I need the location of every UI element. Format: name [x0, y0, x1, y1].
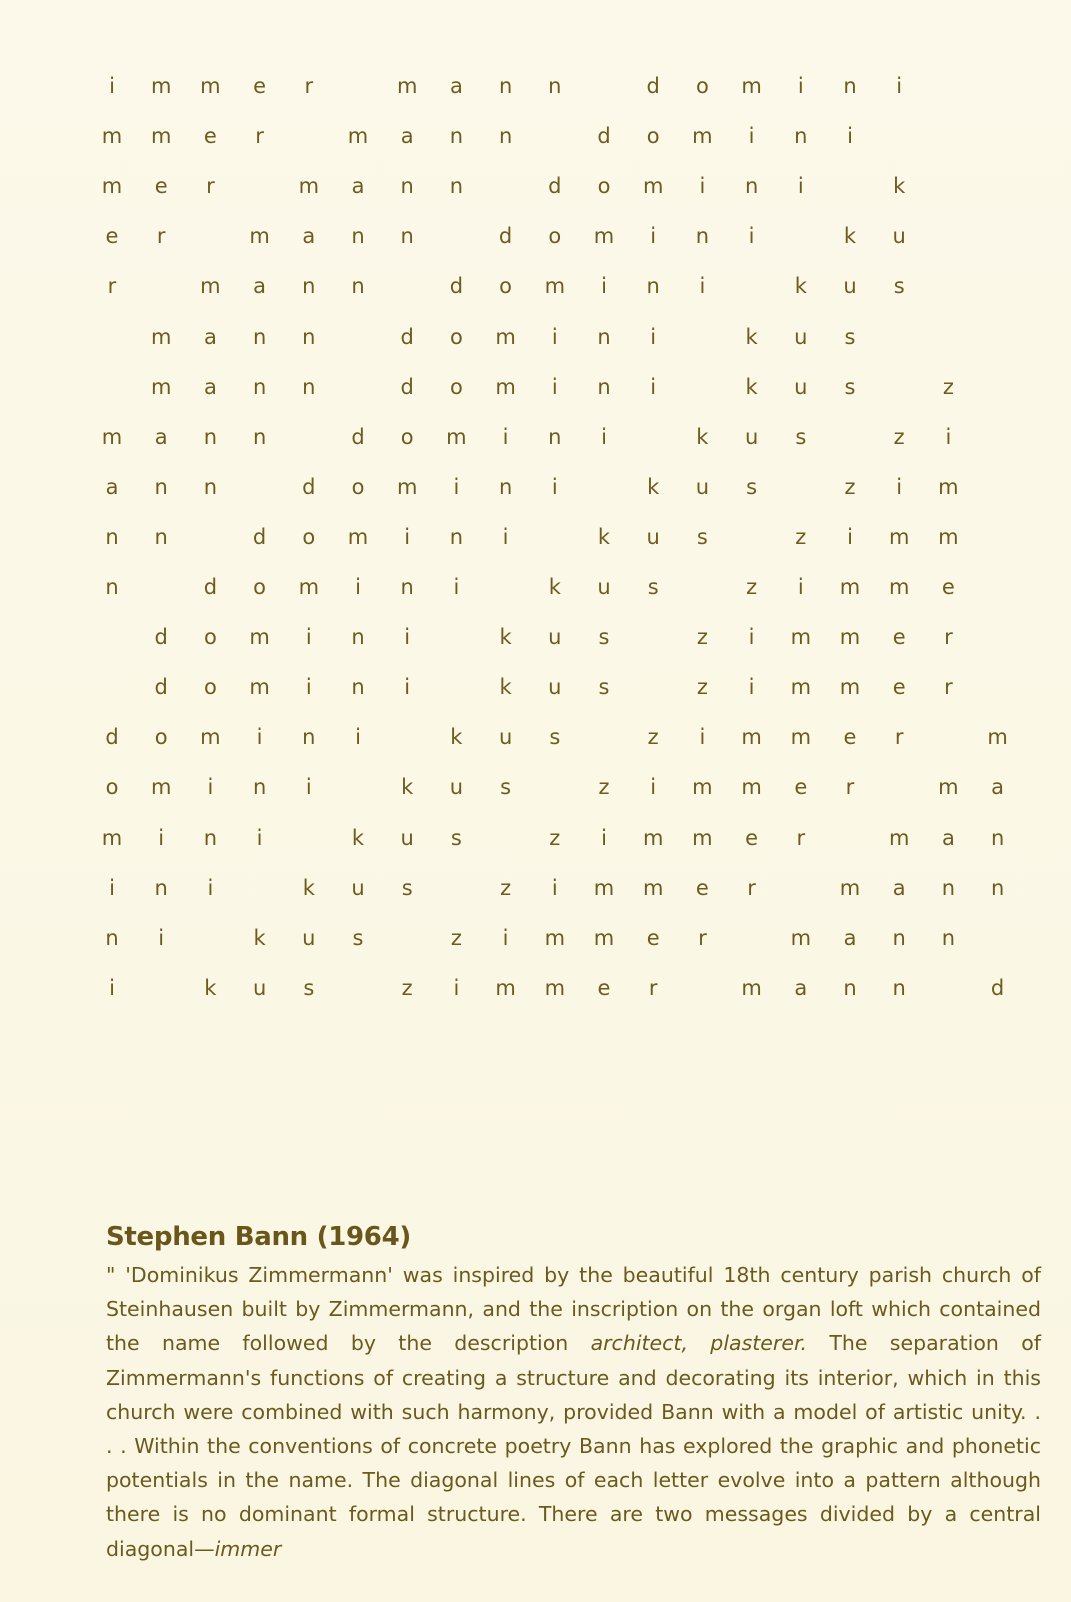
poem-letter: n	[597, 374, 611, 399]
poem-letter: d	[990, 975, 1005, 1000]
poem-letter: m	[249, 625, 270, 650]
poem-letter: k	[450, 725, 463, 750]
poem-letter: a	[253, 274, 267, 299]
poem-letter: i	[699, 174, 706, 199]
poem-letter: i	[109, 74, 115, 98]
poem-letter: r	[944, 625, 953, 650]
poem-letter: k	[204, 975, 217, 1000]
poem-letter: d	[302, 474, 316, 499]
poem-letter: o	[449, 324, 463, 349]
poem-letter: m	[544, 925, 566, 950]
poem-letter: n	[154, 875, 168, 900]
poem-letter: o	[253, 575, 267, 599]
poem-letter: i	[601, 274, 607, 299]
poem-letter: s	[401, 875, 413, 900]
poem-letter: i	[256, 825, 263, 850]
poem-letter: a	[302, 224, 316, 249]
poem-letter: i	[404, 675, 411, 700]
poem-letter: i	[207, 775, 214, 800]
commentary-paragraph-part-1: " 'Dominikus Zimmermann' was inspired by the beautiful 18th century parish church of Steinhausen built by Zimmermann, and the inscription on the organ loft which contained the name followed by the description	[106, 1263, 1041, 1356]
poem-letter: i	[650, 374, 657, 399]
poem-letter: s	[598, 625, 610, 650]
poem-letter: m	[790, 625, 812, 650]
poem-letter: z	[844, 474, 856, 499]
poem-letter: n	[105, 575, 119, 599]
poem-letter: m	[446, 424, 467, 449]
poem-letter: n	[892, 975, 906, 1000]
poem-letter: m	[396, 474, 418, 499]
poem-letter: a	[105, 474, 119, 499]
poem-letter: m	[298, 575, 320, 599]
poem-letter: s	[696, 524, 708, 549]
poem-letter: r	[156, 224, 166, 249]
poem-letter: u	[597, 575, 611, 599]
poem-letter: d	[646, 74, 660, 98]
poem-letter: o	[203, 625, 217, 650]
poem-letter: k	[745, 374, 758, 399]
poem-letter: m	[298, 174, 320, 199]
poem-letter: k	[843, 224, 857, 249]
poem-letter: n	[941, 925, 956, 950]
poem-letter: z	[795, 524, 807, 549]
poem-letter: m	[200, 274, 221, 299]
poem-letter: d	[154, 625, 168, 650]
poem-letter: n	[105, 925, 119, 950]
poem-letter: n	[252, 775, 267, 800]
poem-letter: n	[351, 675, 365, 700]
poem-letter: d	[597, 124, 611, 149]
poem-letter: d	[400, 374, 414, 399]
poem-letter: k	[499, 625, 512, 650]
poem-letter: i	[699, 725, 706, 750]
poem-letter: z	[942, 374, 954, 399]
poem-letter: e	[154, 174, 168, 199]
poem-letter: d	[498, 224, 513, 249]
poem-letter: u	[548, 625, 562, 650]
poem-letter: i	[453, 975, 460, 1000]
commentary-section	[106, 1222, 1041, 1566]
poem-letter: m	[741, 975, 762, 1000]
poem-letter: a	[991, 775, 1005, 800]
poem-letter: a	[843, 925, 857, 950]
poem-letter: z	[696, 675, 708, 700]
poem-letter: m	[249, 675, 270, 700]
poem-letter: m	[495, 975, 516, 1000]
poem-letter: m	[396, 74, 418, 98]
poem-letter: n	[302, 274, 316, 299]
poem-letter: z	[500, 875, 512, 900]
poem-letter: o	[695, 74, 709, 98]
poem-letter: s	[844, 324, 856, 349]
poem-letter: e	[794, 775, 808, 800]
poem-letter: u	[892, 224, 906, 249]
poem-letter: a	[203, 374, 217, 399]
poem-letter: a	[941, 825, 955, 850]
poem-letter: i	[502, 925, 509, 950]
poem-letter: n	[302, 725, 316, 750]
poem-letter: k	[548, 575, 561, 599]
poem-letter: n	[400, 224, 414, 249]
poem-letter: e	[892, 675, 906, 700]
poem-letter: k	[893, 174, 906, 199]
poem-letter: i	[355, 575, 361, 599]
poem-letter: i	[797, 74, 804, 98]
poem-letter: z	[450, 925, 462, 950]
poem-letter: m	[790, 725, 812, 750]
poem-letter: n	[597, 324, 611, 349]
poem-letter: i	[158, 925, 165, 950]
poem-letter: a	[794, 975, 808, 1000]
poem-letter: k	[253, 925, 266, 950]
commentary-paragraph-part-2: The separation of Zimmermann's functions of creating a structure and decorating its interior, which in this church were combined with such harmony, provided Bann with a model of artistic unity. . . . Within the conventions of concrete poetry Bann has explored the graphic and phonetic potentials in the name. The diagonal lines of each letter evolve into a pattern although there is no dominant formal structure. There are two messages divided by a central diagonal—	[106, 1331, 1041, 1561]
poem-letter: r	[944, 675, 953, 700]
poem-letter: z	[647, 725, 659, 750]
poem-letter: s	[647, 575, 659, 599]
poem-letter: k	[499, 675, 512, 700]
poem-letter: n	[843, 975, 857, 1000]
poem-letter: i	[502, 424, 509, 449]
poem-letter: n	[892, 925, 906, 950]
poem-letter: n	[203, 424, 218, 449]
poem-letter: z	[746, 575, 758, 599]
poem-letter: n	[744, 174, 759, 199]
poem-letter: k	[794, 274, 807, 299]
poem-letter: i	[945, 424, 952, 449]
commentary-italic-immer: immer	[214, 1536, 282, 1561]
poem-letter: n	[498, 74, 513, 98]
poem-letter: i	[601, 825, 607, 850]
poem-letter: z	[893, 424, 905, 449]
poem-letter: e	[941, 575, 955, 599]
poem-letter: n	[105, 524, 119, 549]
poem-letter: k	[401, 775, 414, 800]
poem-letter: u	[498, 725, 513, 750]
poem-letter: m	[101, 124, 123, 149]
poem-letter: a	[351, 174, 365, 199]
poem-letter: m	[741, 725, 762, 750]
poem-letter: s	[598, 675, 610, 700]
poem-letter: u	[794, 374, 808, 399]
poem-letter: i	[748, 224, 755, 249]
poem-letter: m	[347, 524, 369, 549]
poem-letter: z	[549, 825, 561, 850]
poem-letter: o	[646, 124, 660, 149]
poem-letter: i	[305, 675, 312, 700]
poem-letter: n	[154, 524, 168, 549]
commentary-body	[106, 1258, 1041, 1566]
poem-letter: m	[200, 725, 221, 750]
poem-letter: m	[839, 675, 861, 700]
poem-letter: r	[845, 775, 855, 800]
poem-letter: r	[796, 825, 806, 850]
poem-letter: i	[797, 174, 804, 199]
poem-letter: o	[499, 274, 513, 299]
poem-letter: n	[400, 174, 414, 199]
poem-letter: a	[892, 875, 906, 900]
poem-letter: o	[449, 374, 463, 399]
poem-letter: u	[744, 424, 759, 449]
poem-letter: o	[597, 174, 611, 199]
poem-letter: n	[941, 875, 956, 900]
poem-letter: m	[150, 74, 172, 98]
poem-letter: i	[797, 575, 804, 599]
poem-letter: i	[256, 725, 263, 750]
commentary-italic-architect-plasterer: architect, plasterer.	[590, 1331, 808, 1356]
poem-letter: r	[206, 174, 215, 199]
poem-letter: m	[741, 74, 762, 98]
poem-letter: s	[500, 775, 512, 800]
poem-letter: s	[795, 424, 807, 449]
poem-letter: n	[449, 174, 464, 199]
poem-letter: s	[303, 975, 315, 1000]
poem-letter: n	[449, 524, 464, 549]
poem-letter: m	[839, 875, 861, 900]
poem-letter: n	[843, 74, 857, 98]
poem-letter: r	[894, 725, 904, 750]
poem-letter: m	[544, 274, 566, 299]
poem-letter: n	[203, 474, 218, 499]
poem-letter: n	[154, 474, 168, 499]
poem-letter: i	[207, 875, 214, 900]
poem-letter: i	[748, 675, 755, 700]
poem-letter: m	[150, 324, 172, 349]
poem-letter: m	[642, 825, 664, 850]
poem-letter: r	[648, 975, 658, 1000]
poem-letter: i	[158, 825, 165, 850]
poem-letter: m	[888, 524, 910, 549]
poem-letter: i	[699, 274, 706, 299]
poem-letter: i	[551, 374, 558, 399]
poem-letter: m	[692, 775, 713, 800]
poem-letter: i	[109, 875, 115, 900]
poem-letter: n	[302, 324, 316, 349]
poem-letter: m	[347, 124, 369, 149]
poem-letter: m	[938, 775, 959, 800]
poem-letter: e	[646, 925, 660, 950]
poem-letter: s	[893, 274, 905, 299]
poem-letter: i	[305, 775, 312, 800]
poem-letter: s	[352, 925, 364, 950]
poem-letter: m	[150, 124, 172, 149]
poem-letter: i	[650, 224, 657, 249]
poem-letter: i	[355, 725, 361, 750]
poem-letter: z	[696, 625, 708, 650]
poem-letter: o	[548, 224, 562, 249]
poem-letter: n	[252, 324, 267, 349]
poem-letter: r	[107, 274, 117, 299]
poem-letter: i	[748, 124, 755, 149]
poem-letter: i	[453, 474, 460, 499]
poem-letter: m	[593, 875, 615, 900]
poem-letter: r	[255, 124, 264, 149]
poem-letter: i	[404, 524, 411, 549]
poem-letter: i	[896, 474, 903, 499]
poem-letter: s	[450, 825, 462, 850]
poem-letter: e	[843, 725, 857, 750]
poem-letter: m	[839, 575, 861, 599]
poem-letter: u	[695, 474, 710, 499]
poem-letter: n	[351, 224, 365, 249]
poem-letter: d	[252, 524, 267, 549]
poem-letter: o	[400, 424, 414, 449]
poem-letter: u	[302, 925, 316, 950]
poem-letter: d	[105, 725, 119, 750]
poem-letter: n	[449, 124, 464, 149]
poem-letter: i	[847, 124, 853, 149]
poem-letter: m	[642, 875, 664, 900]
poem-letter: m	[593, 224, 615, 249]
poem-letter: i	[601, 424, 607, 449]
poem-letter: k	[696, 424, 709, 449]
poem-letter: i	[109, 975, 115, 1000]
poem-letter: i	[404, 625, 411, 650]
poem-letter: e	[695, 875, 709, 900]
poem-letter: k	[745, 324, 758, 349]
poem-letter: k	[302, 875, 315, 900]
poem-letter: e	[745, 825, 759, 850]
poem-letter: z	[598, 775, 610, 800]
poem-letter: m	[741, 775, 762, 800]
poem-letter: u	[400, 825, 414, 850]
poem-letter: m	[101, 424, 123, 449]
commentary-heading: Stephen Bann (1964)	[106, 1222, 411, 1252]
poem-letter: n	[351, 625, 365, 650]
poem-letter: u	[646, 524, 660, 549]
poem-letter: n	[302, 374, 316, 399]
poem-letter: n	[646, 274, 660, 299]
poem-letter: a	[400, 124, 414, 149]
poem-letter: e	[597, 975, 611, 1000]
poem-letter: u	[794, 324, 808, 349]
poem-letter: m	[987, 725, 1008, 750]
poem-letter: i	[896, 74, 903, 98]
poem-letter: i	[453, 575, 460, 599]
poem-letter: i	[551, 875, 558, 900]
poem-letter: n	[400, 575, 414, 599]
poem-letter: i	[650, 775, 657, 800]
poem-letter: n	[695, 224, 710, 249]
poem-letter: m	[790, 925, 812, 950]
poem-letter: u	[449, 775, 464, 800]
poem-letter: o	[351, 474, 365, 499]
poem-letter: k	[647, 474, 660, 499]
poem-letter: m	[150, 775, 172, 800]
poem-letter: k	[597, 524, 611, 549]
poem-letter: i	[502, 524, 509, 549]
poem-letter: e	[105, 224, 119, 249]
poem-letter: i	[305, 625, 312, 650]
poem-letter: m	[101, 174, 123, 199]
poem-letter: o	[302, 524, 316, 549]
poem-letter: m	[642, 174, 664, 199]
poem-letter: e	[203, 124, 217, 149]
poem-letter: n	[548, 74, 562, 98]
poem-letter: i	[847, 524, 853, 549]
poem-letter: n	[498, 474, 513, 499]
poem-letter: u	[843, 274, 857, 299]
poem-letter: o	[105, 775, 119, 800]
poem-letter: r	[698, 925, 707, 950]
poem-letter: r	[304, 74, 314, 98]
poem-letter: d	[154, 675, 168, 700]
poem-letter: o	[154, 725, 168, 750]
poem-letter: d	[351, 424, 365, 449]
poem-letter: m	[593, 925, 615, 950]
poem-letter: m	[495, 374, 516, 399]
poem-letter: i	[551, 474, 558, 499]
poem-letter: m	[692, 124, 713, 149]
poem-letter: i	[650, 324, 657, 349]
poem-letter: n	[252, 374, 267, 399]
poem-letter: m	[839, 625, 861, 650]
poem-letter: a	[154, 424, 168, 449]
poem-letter: z	[401, 975, 413, 1000]
poem-letter: n	[794, 124, 808, 149]
poem-letter: s	[844, 374, 856, 399]
poem-letter: n	[548, 424, 562, 449]
poem-letter: i	[551, 324, 558, 349]
poem-letter: d	[203, 575, 218, 599]
poem-letter: o	[203, 675, 217, 700]
poem-letter: n	[990, 825, 1005, 850]
poem-letter: d	[400, 324, 414, 349]
poem-letter: n	[498, 124, 513, 149]
poem-letter: m	[101, 825, 123, 850]
poem-letter: m	[249, 224, 270, 249]
poem-letter: d	[449, 274, 464, 299]
poem-letter: k	[351, 825, 365, 850]
poem-letter: m	[495, 324, 516, 349]
poem-letter: u	[351, 875, 365, 900]
poem-letter: a	[203, 324, 217, 349]
poem-letter: s	[549, 725, 561, 750]
poem-letter: n	[990, 875, 1005, 900]
poem-letter: m	[200, 74, 221, 98]
poem-letter: r	[747, 875, 756, 900]
poem-letter: m	[938, 474, 959, 499]
poem-letter: i	[748, 625, 755, 650]
poem-letter: m	[888, 575, 910, 599]
poem-letter: m	[888, 825, 910, 850]
poem-letter: m	[150, 374, 172, 399]
poem-letter: u	[252, 975, 267, 1000]
poem-letter: d	[548, 174, 562, 199]
poem-letter: e	[253, 74, 267, 98]
poem-letter: e	[892, 625, 906, 650]
poem-letter: n	[351, 274, 365, 299]
poem-letter: n	[252, 424, 267, 449]
poem-letter: s	[746, 474, 758, 499]
poem-letter: m	[938, 524, 959, 549]
poem-letter: m	[692, 825, 713, 850]
poem-letter: a	[449, 74, 463, 98]
poem-letter: m	[544, 975, 566, 1000]
poem-letter: u	[548, 675, 562, 700]
poem-letter: m	[790, 675, 812, 700]
poem-letter: n	[203, 825, 218, 850]
